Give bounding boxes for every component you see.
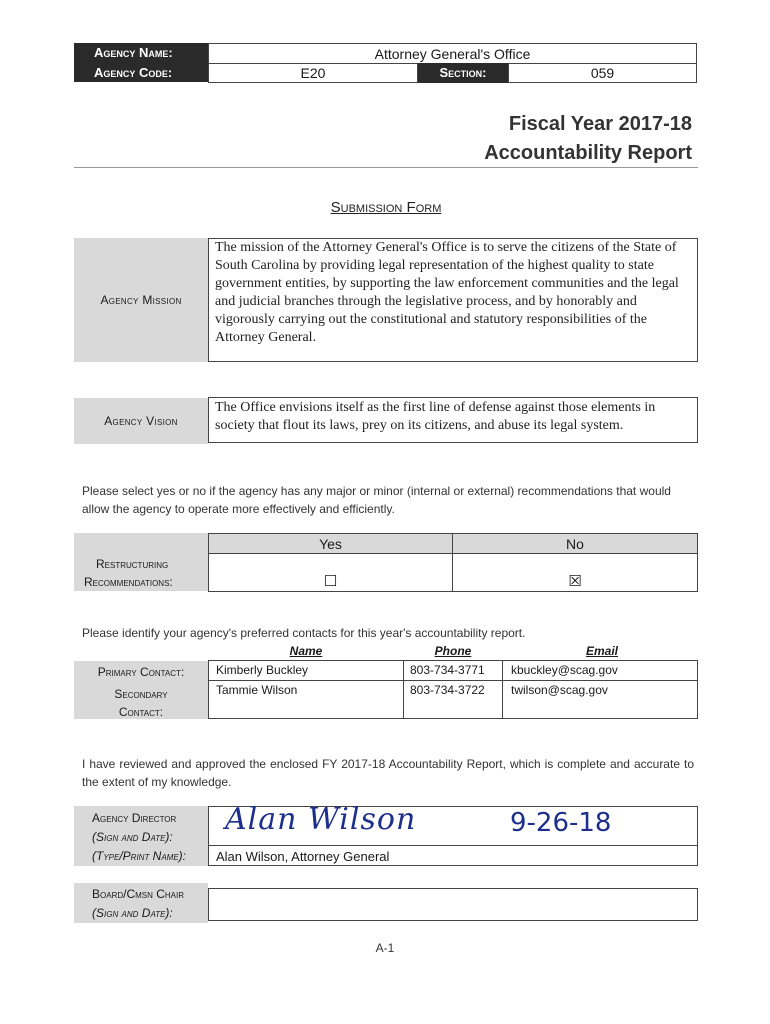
- primary-contact-email[interactable]: kbuckley@scag.gov: [511, 663, 618, 677]
- secondary-contact-phone: 803-734-3722: [410, 683, 485, 697]
- director-label-line1: Agency Director: [92, 811, 177, 825]
- board-label-cell: [74, 883, 208, 923]
- agency-name-label-cell: [74, 43, 208, 63]
- director-signature-divider: [208, 845, 698, 846]
- section-value: 059: [590, 65, 615, 81]
- section-label-cell: [418, 63, 508, 83]
- agency-code-label-cell: [74, 63, 208, 82]
- approval-statement: I have reviewed and approved the enclosed FY 2017-18 Accountability Report, which is complete and accurate to the extent of my knowledge.: [82, 757, 694, 789]
- restructuring-instruction: Please select yes or no if the agency has any major or minor (internal or external) recommendations that would allow the agency to operate more effectively and efficiently.: [82, 484, 671, 516]
- agency-mission-text: The mission of the Attorney General's Office is to serve the citizens of the State of South Carolina by providing legal representation of the highest quality to state government entities, by supporting the law enforcement communities and the legal and judicial branches through the legislative process, and by honorably and vigorously carrying out the constitutional and statutory responsibilities of the Attorney General.: [215, 240, 679, 345]
- no-header-cell: [452, 533, 698, 554]
- yes-header-cell: [208, 533, 453, 554]
- agency-mission-text-box: [208, 238, 698, 362]
- agency-name-value-cell: [208, 43, 697, 64]
- section-value-cell: [508, 63, 697, 83]
- email-column-header: Email: [585, 644, 618, 658]
- director-signature: Alan Wilson: [225, 802, 417, 837]
- report-title-line2: Accountability Report: [484, 142, 692, 164]
- director-signature-date: 9-26-18: [510, 808, 612, 838]
- primary-contact-phone: 803-734-3771: [410, 663, 485, 677]
- yes-checkbox[interactable]: ☐: [323, 572, 338, 590]
- report-title-line1: Fiscal Year 2017-18: [508, 113, 692, 135]
- agency-mission-label-cell: [74, 238, 208, 362]
- primary-contact-name: Kimberly Buckley: [216, 663, 309, 677]
- section-label: Section:: [439, 65, 487, 80]
- director-printed-name: Alan Wilson, Attorney General: [216, 849, 390, 864]
- yes-checkbox-cell[interactable]: [208, 553, 453, 592]
- no-label: No: [566, 536, 584, 552]
- yes-label: Yes: [319, 536, 342, 552]
- secondary-contact-label-line1: Secondary: [114, 687, 168, 701]
- phone-column-header: Phone: [434, 644, 472, 658]
- contacts-col-divider-1: [403, 660, 404, 719]
- restructuring-label-line2: Recommendations:: [84, 575, 173, 589]
- page-number: A-1: [375, 941, 395, 955]
- agency-code-value-cell: [208, 63, 418, 83]
- contacts-row-divider: [208, 680, 698, 681]
- board-label-line1: Board/Cmsn Chair: [92, 887, 185, 901]
- secondary-contact-email[interactable]: twilson@scag.gov: [511, 683, 608, 697]
- agency-code-value: E20: [300, 65, 326, 81]
- director-label-line3: (Type/Print Name):: [92, 849, 187, 863]
- board-signature-box[interactable]: [208, 888, 698, 921]
- agency-name-value: Attorney General's Office: [374, 46, 531, 62]
- secondary-contact-name: Tammie Wilson: [216, 683, 298, 697]
- contacts-col-divider-2: [502, 660, 503, 719]
- secondary-contact-label-line2: Contact:: [118, 705, 164, 719]
- contacts-instruction: Please identify your agency's preferred contacts for this year's accountability report.: [82, 626, 526, 640]
- director-label-line2: (Sign and Date):: [92, 830, 173, 844]
- no-checkbox[interactable]: ☒: [568, 572, 582, 590]
- agency-code-label: Agency Code:: [94, 65, 173, 80]
- no-checkbox-cell[interactable]: [452, 553, 698, 592]
- agency-mission-label: Agency Mission: [100, 293, 182, 307]
- primary-contact-label: Primary Contact:: [97, 665, 185, 679]
- contacts-label-cell: [74, 661, 208, 719]
- agency-vision-label: Agency Vision: [104, 414, 178, 428]
- agency-vision-text-box: [208, 397, 698, 443]
- form-title: Submission Form: [330, 199, 442, 216]
- name-column-header: Name: [289, 644, 323, 658]
- agency-name-label: Agency Name:: [94, 45, 173, 60]
- director-label-cell: [74, 806, 208, 866]
- title-divider: [74, 167, 698, 168]
- board-label-line2: (Sign and Date):: [92, 906, 173, 920]
- agency-vision-text: The Office envisions itself as the first line of defense against those elements in society that flout its laws, prey on its citizens, and abuse its legal system.: [215, 400, 656, 433]
- restructuring-label-line1: Restructuring: [96, 557, 169, 571]
- agency-vision-label-cell: [74, 398, 208, 444]
- restructuring-label-cell: [74, 533, 208, 591]
